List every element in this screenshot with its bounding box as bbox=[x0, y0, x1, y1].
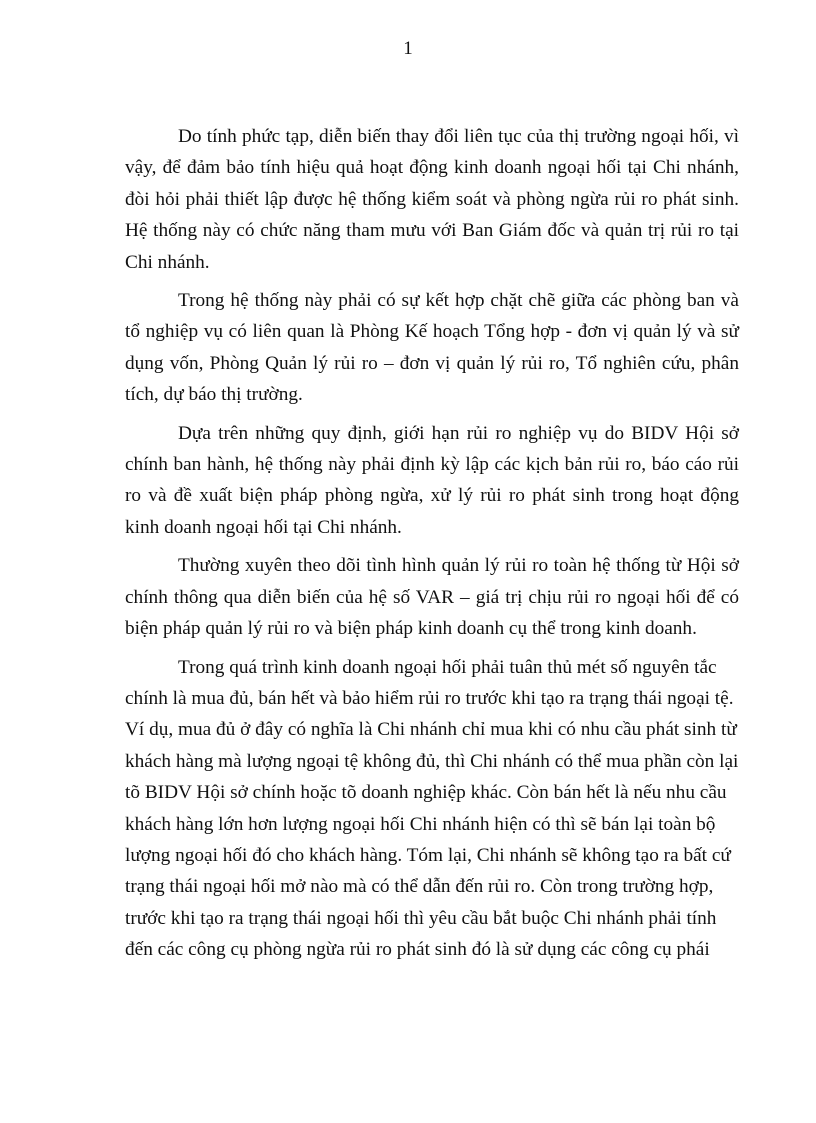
paragraph-fx-risk-control: Do tính phức tạp, diễn biến thay đổi liên tục của thị trường ngoại hối, vì vậy, để đảm bảo tính hiệu quả hoạt động kinh doanh ngoại hối tại Chi nhánh, đòi hỏi phải thiết lập được hệ thống kiểm soát và phòng ngừa rủi ro phát sinh. Hệ thống này có chức năng tham mưu với Ban Giám đốc và quản trị rủi ro tại Chi nhánh. bbox=[125, 126, 739, 273]
paragraph-risk-scenarios: Dựa trên những quy định, giới hạn rủi ro nghiệp vụ do BIDV Hội sở chính ban hành, hệ thống này phải định kỳ lập các kịch bản rủi ro, báo cáo rủi ro và đề xuất biện pháp phòng ngừa, xử lý rủi ro phát sinh trong hoạt động kinh doanh ngoại hối tại Chi nhánh. bbox=[125, 422, 739, 538]
page-number: 1 bbox=[403, 38, 413, 59]
paragraph-trading-principles: Trong quá trình kinh doanh ngoại hối phải tuân thủ mét số nguyên tắc chính là mua đủ, bán hết và bảo hiểm rủi ro trước khi tạo ra trạng thái ngoại tệ. Ví dụ, mua đủ ở đây có nghĩa là Chi nhánh chỉ mua khi có nhu cầu phát sinh từ khách hàng mà lượng ngoại tệ không đủ, thì Chi nhánh có thể mua phần còn lại tõ BIDV Hội sở chính hoặc tõ doanh nghiệp khác. Còn bán hết là nếu nhu cầu khách hàng lớn hơn lượng ngoại hối Chi nhánh hiện có thì sẽ bán lại toàn bộ lượng ngoại hối đó cho khách hàng. Tóm lại, Chi nhánh sẽ không tạo ra bất cứ trạng thái ngoại hối mở nào mà có thể dẫn đến rủi ro. Còn trong trường hợp, trước khi tạo ra trạng thái ngoại hối thì yêu cầu bắt buộc Chi nhánh phải tính đến các công cụ phòng ngừa rủi ro phát sinh đó là sử dụng các công cụ phái bbox=[125, 656, 739, 961]
paragraph-var-monitoring: Thường xuyên theo dõi tình hình quản lý rủi ro toàn hệ thống từ Hội sở chính thông qua diễn biến của hệ số VAR – giá trị chịu rủi ro ngoại hối để có biện pháp quản lý rủi ro và biện pháp kinh doanh cụ thể trong kinh doanh. bbox=[125, 555, 739, 640]
paragraph-department-coordination: Trong hệ thống này phải có sự kết hợp chặt chẽ giữa các phòng ban và tổ nghiệp vụ có liên quan là Phòng Kế hoạch Tổng hợp - đơn vị quản lý và sử dụng vốn, Phòng Quản lý rủi ro – đơn vị quản lý rủi ro, Tổ nghiên cứu, phân tích, dự báo thị trường. bbox=[125, 290, 739, 406]
document-body bbox=[125, 121, 739, 973]
